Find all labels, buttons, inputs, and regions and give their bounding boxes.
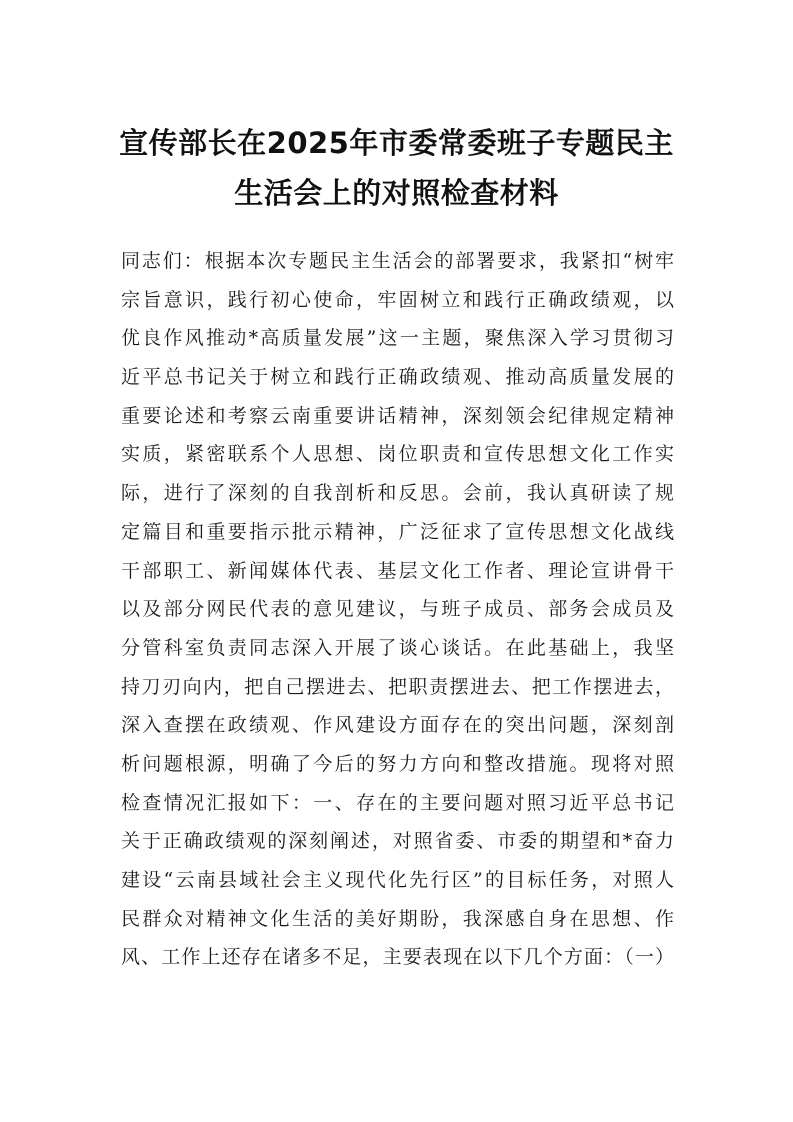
body-line: 以及部分网民代表的意见建议，与班子成员、部务会成员及 xyxy=(121,598,674,621)
body-line: 优良作风推动*高质量发展”这一主题，聚焦深入学习贯彻习 xyxy=(121,327,674,350)
body-line: 风、工作上还存在诸多不足，主要表现在以下几个方面：（一） xyxy=(121,946,674,969)
body-line: 分管科室负责同志深入开展了谈心谈话。在此基础上，我坚 xyxy=(121,636,674,659)
body-line: 干部职工、新闻媒体代表、基层文化工作者、理论宣讲骨干 xyxy=(121,559,674,582)
body-line: 建设“云南县域社会主义现代化先行区”的目标任务，对照人 xyxy=(121,869,674,891)
body-line: 近平总书记关于树立和践行正确政绩观、推动高质量发展的 xyxy=(121,366,674,389)
body-line: 宗旨意识，践行初心使命，牢固树立和践行正确政绩观，以 xyxy=(121,288,674,311)
document-body xyxy=(121,242,674,977)
body-line: 定篇目和重要指示批示精神，广泛征求了宣传思想文化战线 xyxy=(121,520,674,543)
body-line: 际，进行了深刻的自我剖析和反思。会前，我认真研读了规 xyxy=(121,482,674,505)
body-line: 重要论述和考察云南重要讲话精神，深刻领会纪律规定精神 xyxy=(121,404,674,427)
body-line: 同志们：根据本次专题民主生活会的部署要求，我紧扣“树牢 xyxy=(121,250,674,272)
body-line: 检查情况汇报如下：一、存在的主要问题对照习近平总书记 xyxy=(121,791,674,814)
body-line: 深入查摆在政绩观、作风建设方面存在的突出问题，深刻剖 xyxy=(121,714,674,737)
title-line-2: 生活会上的对照检查材料 xyxy=(234,176,559,210)
body-line: 民群众对精神文化生活的美好期盼，我深感自身在思想、作 xyxy=(121,907,674,930)
body-line: 析问题根源，明确了今后的努力方向和整改措施。现将对照 xyxy=(121,752,674,775)
document-title xyxy=(100,118,693,218)
title-line-1: 宣传部长在2025年市委常委班子专题民主 xyxy=(119,126,674,160)
body-line: 持刀刃向内，把自己摆进去、把职责摆进去、把工作摆进去， xyxy=(121,675,674,698)
body-line: 实质，紧密联系个人思想、岗位职责和宣传思想文化工作实 xyxy=(121,443,674,466)
body-line: 关于正确政绩观的深刻阐述，对照省委、市委的期望和*奋力 xyxy=(121,830,674,853)
